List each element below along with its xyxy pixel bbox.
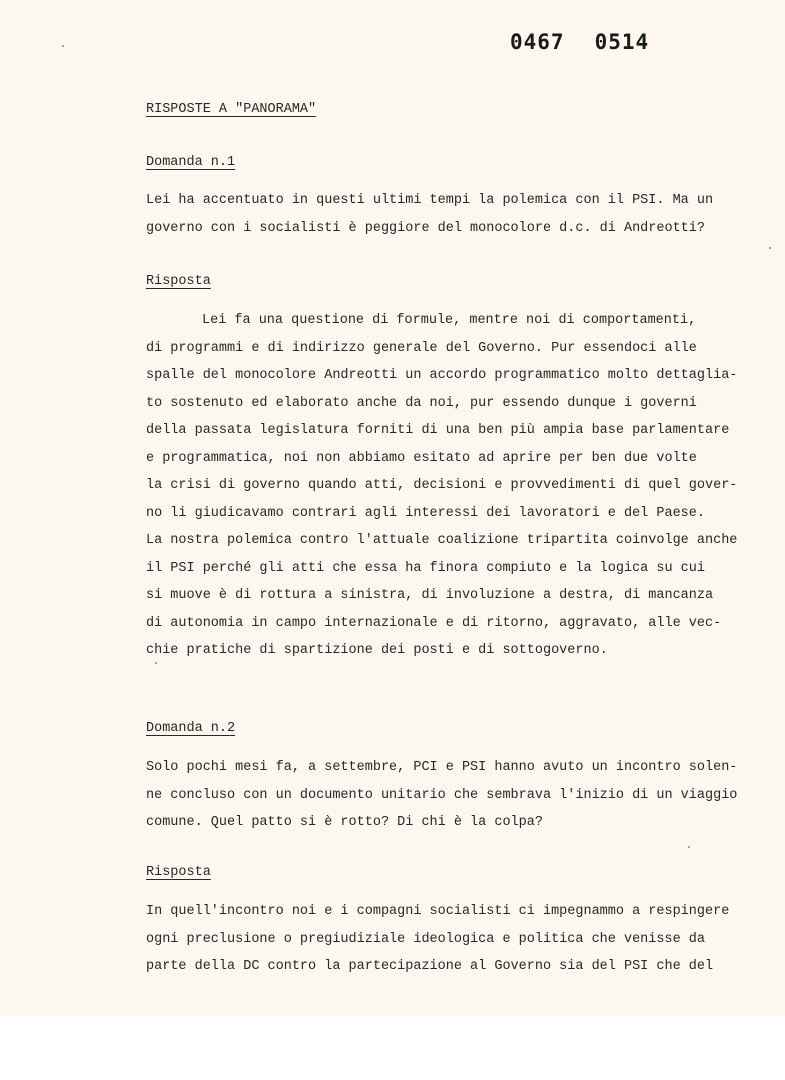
text-line: la crisi di governo quando atti, decisioni e provvedimenti di quel gover-	[146, 478, 738, 493]
text-line: della passata legislatura forniti di una ben più ampia base parlamentare	[146, 423, 730, 438]
text-line: governo con i socialisti è peggiore del monocolore d.c. di Andreotti?	[146, 220, 705, 236]
text-line: ne concluso con un documento unitario che sembrava l'inizio di un viaggio	[146, 787, 738, 803]
scan-speck	[62, 45, 64, 47]
answer-1-heading: Risposta	[146, 274, 211, 289]
text-line: to sostenuto ed elaborato anche da noi, pur essendo dunque i governi	[146, 395, 697, 411]
question-2-text	[146, 754, 738, 837]
scan-margin	[0, 1016, 785, 1080]
archive-number-1: 0467	[510, 30, 565, 54]
text-line: chie pratiche di spartizione dei posti e di sottogoverno.	[146, 643, 608, 658]
text-line: di programmi e di indirizzo generale del Governo. Pur essendoci alle	[146, 340, 697, 356]
answer-2-text	[146, 898, 730, 981]
text-line: si muove è di rottura a sinistra, di involuzione a destra, di mancanza	[146, 588, 714, 603]
question-1-heading: Domanda n.1	[146, 155, 236, 170]
question-2-heading: Domanda n.2	[146, 721, 236, 736]
question-1-text	[146, 187, 716, 242]
text-line: La nostra polemica contro l'attuale coalizione tripartita coinvolge anche	[146, 533, 738, 548]
answer-1-text	[146, 307, 738, 665]
text-line: e programmatica, noi non abbiamo esitato ad aprire per ben due volte	[146, 450, 697, 466]
text-line: In quell'incontro noi e i compagni socialisti ci impegnammo a respingere	[146, 904, 730, 919]
text-line: Solo pochi mesi fa, a settembre, PCI e PSI hanno avuto un incontro solen-	[146, 760, 738, 775]
text-line: comune. Quel patto si è rotto? Di chi è la colpa?	[146, 815, 543, 830]
text-line: Lei ha accentuato in questi ultimi tempi la polemica con il PSI. Ma un	[146, 193, 714, 208]
text-line: spalle del monocolore Andreotti un accordo programmatico molto dettaglia-	[146, 368, 738, 383]
scan-speck	[769, 247, 771, 249]
text-line: di autonomia in campo internazionale e di ritorno, aggravato, alle vec-	[146, 615, 722, 631]
text-line: ogni preclusione o pregiudiziale ideologica e politica che venisse da	[146, 931, 705, 947]
text-line: parte della DC contro la partecipazione al Governo sia del PSI che del	[146, 959, 714, 974]
text-line: Lei fa una questione di formule, mentre noi di comportamenti,	[202, 313, 697, 328]
answer-2-heading: Risposta	[146, 865, 211, 880]
text-line: no li giudicavamo contrari agli interessi dei lavoratori e del Paese.	[146, 505, 705, 521]
scan-speck	[155, 662, 157, 664]
archive-number-2: 0514	[594, 30, 650, 54]
document-title: RISPOSTE A "PANORAMA"	[146, 102, 317, 117]
scan-speck	[688, 846, 690, 848]
archive-numbers	[510, 30, 649, 54]
text-line: il PSI perché gli atti che essa ha finora compiuto e la logica su cui	[146, 560, 705, 576]
